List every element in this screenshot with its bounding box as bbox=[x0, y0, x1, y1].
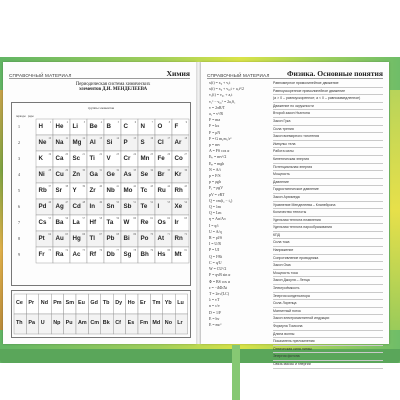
atomic-number: 32 bbox=[116, 169, 119, 172]
element-symbol: He bbox=[55, 123, 64, 130]
formula: p = mv bbox=[209, 143, 221, 148]
element-symbol: Hf bbox=[89, 219, 97, 226]
atomic-number: 33 bbox=[133, 169, 136, 172]
element-symbol: La bbox=[72, 219, 80, 226]
law-name: Закон Гука bbox=[273, 118, 383, 126]
element-symbol: Os bbox=[157, 219, 166, 226]
formula: W = CU²/2 bbox=[209, 267, 227, 272]
atomic-number: 56 bbox=[65, 217, 68, 220]
element-symbol: Ta bbox=[106, 219, 114, 226]
element-symbol: Sb bbox=[123, 203, 132, 210]
formula: Q = I²Rt bbox=[209, 254, 223, 259]
law-name: Сила тока bbox=[273, 239, 383, 247]
atomic-number: 6 bbox=[134, 121, 136, 124]
row-number: 3 bbox=[18, 156, 20, 161]
formula: Q = λm bbox=[209, 205, 221, 210]
atomic-number: 36 bbox=[184, 169, 187, 172]
element-symbol: Hs bbox=[157, 251, 166, 258]
atomic-number: 76 bbox=[99, 249, 102, 252]
atomic-number: 21 bbox=[82, 153, 85, 156]
element-symbol: Zn bbox=[72, 171, 81, 178]
element-symbol: Db bbox=[106, 251, 115, 258]
f-element-symbol: Bk bbox=[102, 320, 110, 326]
f-element-symbol: Am bbox=[78, 320, 87, 326]
element-symbol: O bbox=[157, 123, 163, 130]
f-element-symbol: Lr bbox=[177, 320, 183, 326]
law-name: Электроёмкость bbox=[273, 285, 383, 293]
formula: F = kx bbox=[209, 124, 220, 129]
atomic-number: 50 bbox=[116, 201, 119, 204]
atomic-number: 70 bbox=[150, 233, 153, 236]
f-block-grid bbox=[12, 291, 190, 337]
atomic-number: 27 bbox=[184, 153, 187, 156]
element-symbol: Cd bbox=[72, 203, 81, 210]
element-symbol: Na bbox=[55, 139, 64, 146]
formula: T = 2π√(LC) bbox=[209, 291, 230, 296]
formula: R = ρl/S bbox=[209, 236, 223, 241]
element-symbol: P bbox=[123, 139, 128, 146]
formula: P = UI bbox=[209, 248, 220, 253]
f-element-symbol: Tb bbox=[102, 300, 110, 306]
atomic-number: 65 bbox=[65, 233, 68, 236]
atomic-number: 60 bbox=[133, 217, 136, 220]
formula: v = 2πR/T bbox=[209, 105, 226, 110]
element-symbol: C bbox=[123, 123, 128, 130]
formula: C = q/U bbox=[209, 260, 222, 265]
atomic-number: 13 bbox=[99, 137, 102, 140]
f-element-symbol: Ce bbox=[16, 300, 23, 306]
formula: F = qvB sin α bbox=[209, 273, 231, 278]
atomic-number: 25 bbox=[150, 153, 153, 156]
law-name: Удельная теплота плавления bbox=[273, 217, 383, 225]
atomic-number: 64 bbox=[48, 233, 51, 236]
formula: vₓ(t) = v₀ₓ + aₓt bbox=[209, 93, 233, 98]
formula: Q = cm(t₂ − t₁) bbox=[209, 198, 233, 203]
bookmark-ribbon bbox=[232, 345, 240, 400]
atomic-number: 35 bbox=[167, 169, 170, 172]
atomic-number: 74 bbox=[65, 249, 68, 252]
element-symbol: Ne bbox=[38, 139, 47, 146]
law-name: Количество теплоты bbox=[273, 209, 383, 217]
atomic-number: 31 bbox=[99, 169, 102, 172]
element-symbol: Cr bbox=[123, 155, 131, 162]
atomic-number: 63 bbox=[184, 217, 187, 220]
pt-title-line1: Периодическая система химических bbox=[75, 82, 151, 87]
atomic-number: 80 bbox=[167, 249, 170, 252]
f-element-symbol: Sm bbox=[65, 300, 74, 306]
element-symbol: Nb bbox=[106, 187, 115, 194]
formula: p = ρgh bbox=[209, 180, 221, 185]
element-symbol: Cu bbox=[55, 171, 64, 178]
atomic-number: 78 bbox=[133, 249, 136, 252]
formula: λ = vT bbox=[209, 298, 220, 303]
atomic-number: 52 bbox=[150, 201, 153, 204]
page-title: Химия bbox=[166, 69, 190, 78]
element-symbol: Ni bbox=[38, 171, 45, 178]
formula: I = U/R bbox=[209, 242, 221, 247]
element-symbol: Al bbox=[89, 139, 96, 146]
element-symbol: Re bbox=[140, 219, 149, 226]
law-name: Движение по окружности bbox=[273, 103, 383, 111]
period-column-label: периоды bbox=[16, 115, 26, 118]
element-symbol: Li bbox=[72, 123, 78, 130]
row-number: 4 bbox=[18, 172, 20, 177]
law-name: Закон Джоуля – Ленца bbox=[273, 277, 383, 285]
atomic-number: 79 bbox=[150, 249, 153, 252]
element-symbol: Au bbox=[55, 235, 64, 242]
row-column-label: ряды bbox=[28, 115, 34, 118]
element-symbol: Br bbox=[157, 171, 165, 178]
element-symbol: Fe bbox=[157, 155, 165, 162]
element-symbol: Mt bbox=[174, 251, 182, 258]
law-name: Показатель преломления bbox=[273, 338, 383, 346]
element-symbol: Co bbox=[174, 155, 183, 162]
atomic-number: 12 bbox=[82, 137, 85, 140]
law-name: Давление bbox=[273, 179, 383, 187]
element-symbol: Mn bbox=[140, 155, 150, 162]
atomic-number: 28 bbox=[48, 169, 51, 172]
row-number: 2 bbox=[18, 140, 20, 145]
law-name: Закон Ома bbox=[273, 262, 383, 270]
atomic-number: 23 bbox=[116, 153, 119, 156]
element-symbol: B bbox=[106, 123, 111, 130]
page-title: Физика. Основные понятия bbox=[287, 69, 383, 78]
groups-label: группы элементов bbox=[87, 106, 115, 110]
pt-title-line2: элементов Д.И. МЕНДЕЛЕЕВА bbox=[78, 87, 148, 93]
atomic-number: 40 bbox=[99, 185, 102, 188]
law-name: Длина волны bbox=[273, 331, 383, 339]
law-name: КПД bbox=[273, 232, 383, 240]
f-element-symbol: Eu bbox=[78, 300, 85, 306]
element-symbol: Sr bbox=[55, 187, 63, 194]
atomic-number: 69 bbox=[133, 233, 136, 236]
right-page-header bbox=[207, 68, 383, 79]
f-element-symbol: Yb bbox=[164, 300, 172, 306]
law-name: Работа силы bbox=[273, 148, 383, 156]
atomic-number: 42 bbox=[133, 185, 136, 188]
atomic-number: 16 bbox=[150, 137, 153, 140]
atomic-number: 5 bbox=[117, 121, 119, 124]
cover-edge-right bbox=[390, 90, 400, 330]
formula: E = mc² bbox=[209, 322, 222, 327]
law-name: Энергия конденсатора bbox=[273, 293, 383, 301]
atomic-number: 2 bbox=[66, 121, 68, 124]
law-name: Оптическая сила линзы bbox=[273, 346, 383, 354]
formula: x(t) = x₀ + vₓt bbox=[209, 81, 231, 85]
law-name: (a > 0 – равноускоренное; a < 0 – равнозамедленное) bbox=[273, 95, 383, 103]
left-page-header bbox=[9, 68, 190, 79]
f-element-symbol: Cm bbox=[90, 320, 100, 326]
atomic-number: 37 bbox=[48, 185, 51, 188]
row-number: 8 bbox=[18, 236, 20, 241]
element-symbol: W bbox=[123, 219, 130, 226]
right-page bbox=[201, 62, 389, 366]
row-number: 7 bbox=[18, 220, 20, 225]
element-symbol: In bbox=[89, 203, 95, 210]
formula: Eₚ = mgh bbox=[209, 161, 225, 166]
f-element-symbol: Lu bbox=[177, 300, 184, 306]
atomic-number: 11 bbox=[65, 137, 68, 140]
periodic-table-title bbox=[43, 82, 183, 93]
row-number: 1 bbox=[18, 124, 20, 129]
element-symbol: Ca bbox=[55, 155, 64, 162]
law-names-column bbox=[273, 80, 383, 369]
atomic-number: 73 bbox=[48, 249, 51, 252]
section-label: СПРАВОЧНЫЙ МАТЕРИАЛ bbox=[207, 73, 270, 78]
lanthanides-actinides-table bbox=[11, 290, 191, 338]
atomic-number: 26 bbox=[167, 153, 170, 156]
element-symbol: I bbox=[157, 203, 160, 210]
element-symbol: Pb bbox=[106, 235, 115, 242]
law-name: Связь массы и энергии bbox=[273, 361, 383, 369]
atomic-number: 38 bbox=[65, 185, 68, 188]
element-symbol: Rb bbox=[38, 187, 47, 194]
law-name: Импульс тела bbox=[273, 141, 383, 149]
f-element-symbol: Pu bbox=[65, 320, 73, 326]
element-symbol: K bbox=[38, 155, 43, 162]
law-name: Напряжение bbox=[273, 247, 383, 255]
formula: n = c/v bbox=[209, 304, 220, 309]
element-symbol: Y bbox=[72, 187, 77, 194]
formula: N = A/t bbox=[209, 167, 221, 172]
f-element-symbol: Np bbox=[53, 320, 61, 326]
law-name: Закон всемирного тяготения bbox=[273, 133, 383, 141]
element-symbol: At bbox=[157, 235, 165, 242]
atomic-number: 9 bbox=[185, 121, 187, 124]
formula: Fₐ = ρgV bbox=[209, 186, 224, 191]
formula: U = A/q bbox=[209, 229, 222, 234]
atomic-number: 39 bbox=[82, 185, 85, 188]
atomic-number: 68 bbox=[116, 233, 119, 236]
atomic-number: 72 bbox=[184, 233, 187, 236]
atomic-number: 45 bbox=[184, 185, 187, 188]
atomic-number: 30 bbox=[82, 169, 85, 172]
atomic-number: 10 bbox=[48, 137, 51, 140]
atomic-number: 19 bbox=[48, 153, 51, 156]
element-symbol: Sn bbox=[106, 203, 115, 210]
element-symbol: Po bbox=[140, 235, 149, 242]
atomic-number: 48 bbox=[82, 201, 85, 204]
law-name: Равномерное прямолинейное движение bbox=[273, 80, 383, 88]
atomic-number: 15 bbox=[133, 137, 136, 140]
law-name: Закон Архимеда bbox=[273, 194, 383, 202]
atomic-number: 29 bbox=[65, 169, 68, 172]
atomic-number: 47 bbox=[65, 201, 68, 204]
atomic-number: 20 bbox=[65, 153, 68, 156]
formula: aᵤ = v²/R bbox=[209, 112, 223, 117]
formula: I = q/t bbox=[209, 223, 219, 228]
atomic-number: 1 bbox=[49, 121, 51, 124]
formula: Q = Lm bbox=[209, 211, 222, 216]
f-element-symbol: Cf bbox=[115, 320, 121, 326]
f-element-symbol: Pa bbox=[28, 320, 35, 326]
atomic-number: 43 bbox=[150, 185, 153, 188]
element-symbol: Cl bbox=[157, 139, 164, 146]
row-number: 6 bbox=[18, 204, 20, 209]
law-name: Уравнение Менделеева – Клапейрона bbox=[273, 202, 383, 210]
atomic-number: 14 bbox=[116, 137, 119, 140]
f-element-symbol: Pm bbox=[53, 300, 62, 306]
element-symbol: Tc bbox=[140, 187, 148, 194]
element-symbol: Zr bbox=[89, 187, 96, 194]
atomic-number: 77 bbox=[116, 249, 119, 252]
element-symbol: Mo bbox=[123, 187, 133, 194]
element-symbol: Mg bbox=[72, 139, 82, 146]
formula: E = hν bbox=[209, 316, 220, 321]
element-symbol: Ga bbox=[89, 171, 98, 178]
element-symbol: Ar bbox=[174, 139, 182, 146]
element-symbol: Rh bbox=[174, 187, 183, 194]
law-name: Мощность тока bbox=[273, 270, 383, 278]
f-element-symbol: Dy bbox=[115, 300, 123, 306]
element-symbol: Sc bbox=[72, 155, 81, 162]
element-symbol: Be bbox=[89, 123, 98, 130]
element-symbol: As bbox=[123, 171, 132, 178]
formula: F = μN bbox=[209, 130, 221, 135]
law-name: Закон электромагнитной индукции bbox=[273, 315, 383, 323]
formula: A = FS cos α bbox=[209, 149, 230, 154]
f-element-symbol: Tm bbox=[152, 300, 161, 306]
atomic-number: 71 bbox=[167, 233, 170, 236]
element-symbol: Ra bbox=[55, 251, 64, 258]
element-symbol: Ge bbox=[106, 171, 115, 178]
row-number: 9 bbox=[18, 252, 20, 257]
atomic-number: 44 bbox=[167, 185, 170, 188]
law-name: Магнитный поток bbox=[273, 308, 383, 316]
atomic-number: 4 bbox=[100, 121, 102, 124]
atomic-number: 24 bbox=[133, 153, 136, 156]
law-name: Мощность bbox=[273, 171, 383, 179]
formula: D = 1/F bbox=[209, 310, 222, 315]
atomic-number: 75 bbox=[82, 249, 85, 252]
f-element-symbol: Md bbox=[152, 320, 161, 326]
element-symbol: Bh bbox=[140, 251, 149, 258]
element-symbol: Sg bbox=[123, 251, 132, 258]
atomic-number: 81 bbox=[184, 249, 187, 252]
law-name: Равноускоренное прямолинейное движение bbox=[273, 88, 383, 96]
atomic-number: 58 bbox=[99, 217, 102, 220]
atomic-number: 54 bbox=[184, 201, 187, 204]
section-label: СПРАВОЧНЫЙ МАТЕРИАЛ bbox=[9, 73, 72, 78]
law-name: Формула Томсона bbox=[273, 323, 383, 331]
element-symbol: F bbox=[174, 123, 179, 130]
formula: η = Aп/Aз bbox=[209, 217, 226, 222]
atomic-number: 3 bbox=[83, 121, 85, 124]
atomic-number: 46 bbox=[48, 201, 51, 204]
element-symbol: N bbox=[140, 123, 145, 130]
element-symbol: Fr bbox=[38, 251, 45, 258]
element-symbol: Ti bbox=[89, 155, 95, 162]
element-symbol: Te bbox=[140, 203, 148, 210]
law-name: Сила трения bbox=[273, 126, 383, 134]
f-element-symbol: Er bbox=[140, 300, 146, 306]
law-name: Кинетическая энергия bbox=[273, 156, 383, 164]
law-name: Сила Лоренца bbox=[273, 300, 383, 308]
element-symbol: Cs bbox=[38, 219, 47, 226]
element-symbol: H bbox=[38, 123, 43, 130]
atomic-number: 59 bbox=[116, 217, 119, 220]
element-symbol: Si bbox=[106, 139, 113, 146]
law-name: Сопротивление проводника bbox=[273, 255, 383, 263]
f-element-symbol: Nd bbox=[40, 300, 48, 306]
law-name: Второй закон Ньютона bbox=[273, 110, 383, 118]
atomic-number: 8 bbox=[168, 121, 170, 124]
atomic-number: 41 bbox=[116, 185, 119, 188]
f-element-symbol: Th bbox=[16, 320, 23, 326]
formula: F = ma bbox=[209, 118, 221, 123]
atomic-number: 17 bbox=[167, 137, 170, 140]
formula: F = G m₁m₂/r² bbox=[209, 136, 232, 141]
f-element-symbol: U bbox=[40, 320, 45, 326]
formula: ε = −ΔΦ/Δt bbox=[209, 285, 227, 290]
element-symbol: Tl bbox=[89, 235, 95, 242]
atomic-number: 55 bbox=[48, 217, 51, 220]
element-symbol: Ba bbox=[55, 219, 64, 226]
element-symbol: Pt bbox=[38, 235, 45, 242]
atomic-number: 22 bbox=[99, 153, 102, 156]
row-number: 5 bbox=[18, 188, 20, 193]
atomic-number: 62 bbox=[167, 217, 170, 220]
law-name: Энергия фотона bbox=[273, 353, 383, 361]
periodic-table-grid bbox=[12, 103, 190, 285]
element-symbol: Ac bbox=[72, 251, 81, 258]
atomic-number: 18 bbox=[184, 137, 187, 140]
element-symbol: Xe bbox=[174, 203, 183, 210]
atomic-number: 67 bbox=[99, 233, 102, 236]
element-symbol: Pd bbox=[38, 203, 47, 210]
element-symbol: S bbox=[140, 139, 145, 146]
f-element-symbol: Fm bbox=[140, 320, 149, 326]
element-symbol: Ru bbox=[157, 187, 166, 194]
element-symbol: Se bbox=[140, 171, 149, 178]
f-element-symbol: Gd bbox=[90, 300, 98, 306]
formula: Φ = BS cos α bbox=[209, 279, 230, 284]
element-symbol: Ir bbox=[174, 219, 179, 226]
f-element-symbol: Es bbox=[127, 320, 135, 326]
periodic-table bbox=[11, 102, 191, 286]
formula: x(t) = x₀ + v₀ₓt + aₓt²/2 bbox=[209, 87, 244, 92]
atomic-number: 34 bbox=[150, 169, 153, 172]
formula: p = F/S bbox=[209, 174, 221, 179]
f-element-symbol: Pr bbox=[28, 300, 35, 306]
element-symbol: Ag bbox=[55, 203, 64, 210]
formula: Eₖ = mv²/2 bbox=[209, 155, 227, 160]
atomic-number: 49 bbox=[99, 201, 102, 204]
formula-column bbox=[209, 80, 271, 328]
law-name: Потенциальная энергия bbox=[273, 164, 383, 172]
element-symbol: Rf bbox=[89, 251, 97, 258]
atomic-number: 7 bbox=[151, 121, 153, 124]
f-element-symbol: Ho bbox=[127, 300, 135, 306]
f-element-symbol: No bbox=[164, 320, 172, 326]
element-symbol: Hg bbox=[72, 235, 81, 242]
atomic-number: 66 bbox=[82, 233, 85, 236]
element-symbol: Bi bbox=[123, 235, 130, 242]
element-symbol: Kr bbox=[174, 171, 182, 178]
formula: pV = νRT bbox=[209, 192, 225, 197]
law-name: Гидростатическое давление bbox=[273, 186, 383, 194]
formula: vₓ² − v₀ₓ² = 2aₓSₓ bbox=[209, 99, 236, 104]
atomic-number: 53 bbox=[167, 201, 170, 204]
element-symbol: V bbox=[106, 155, 111, 162]
left-page bbox=[3, 62, 196, 344]
atomic-number: 57 bbox=[82, 217, 85, 220]
atomic-number: 61 bbox=[150, 217, 153, 220]
atomic-number: 51 bbox=[133, 201, 136, 204]
element-symbol: Rn bbox=[174, 235, 183, 242]
law-name: Удельная теплота парообразования bbox=[273, 224, 383, 232]
